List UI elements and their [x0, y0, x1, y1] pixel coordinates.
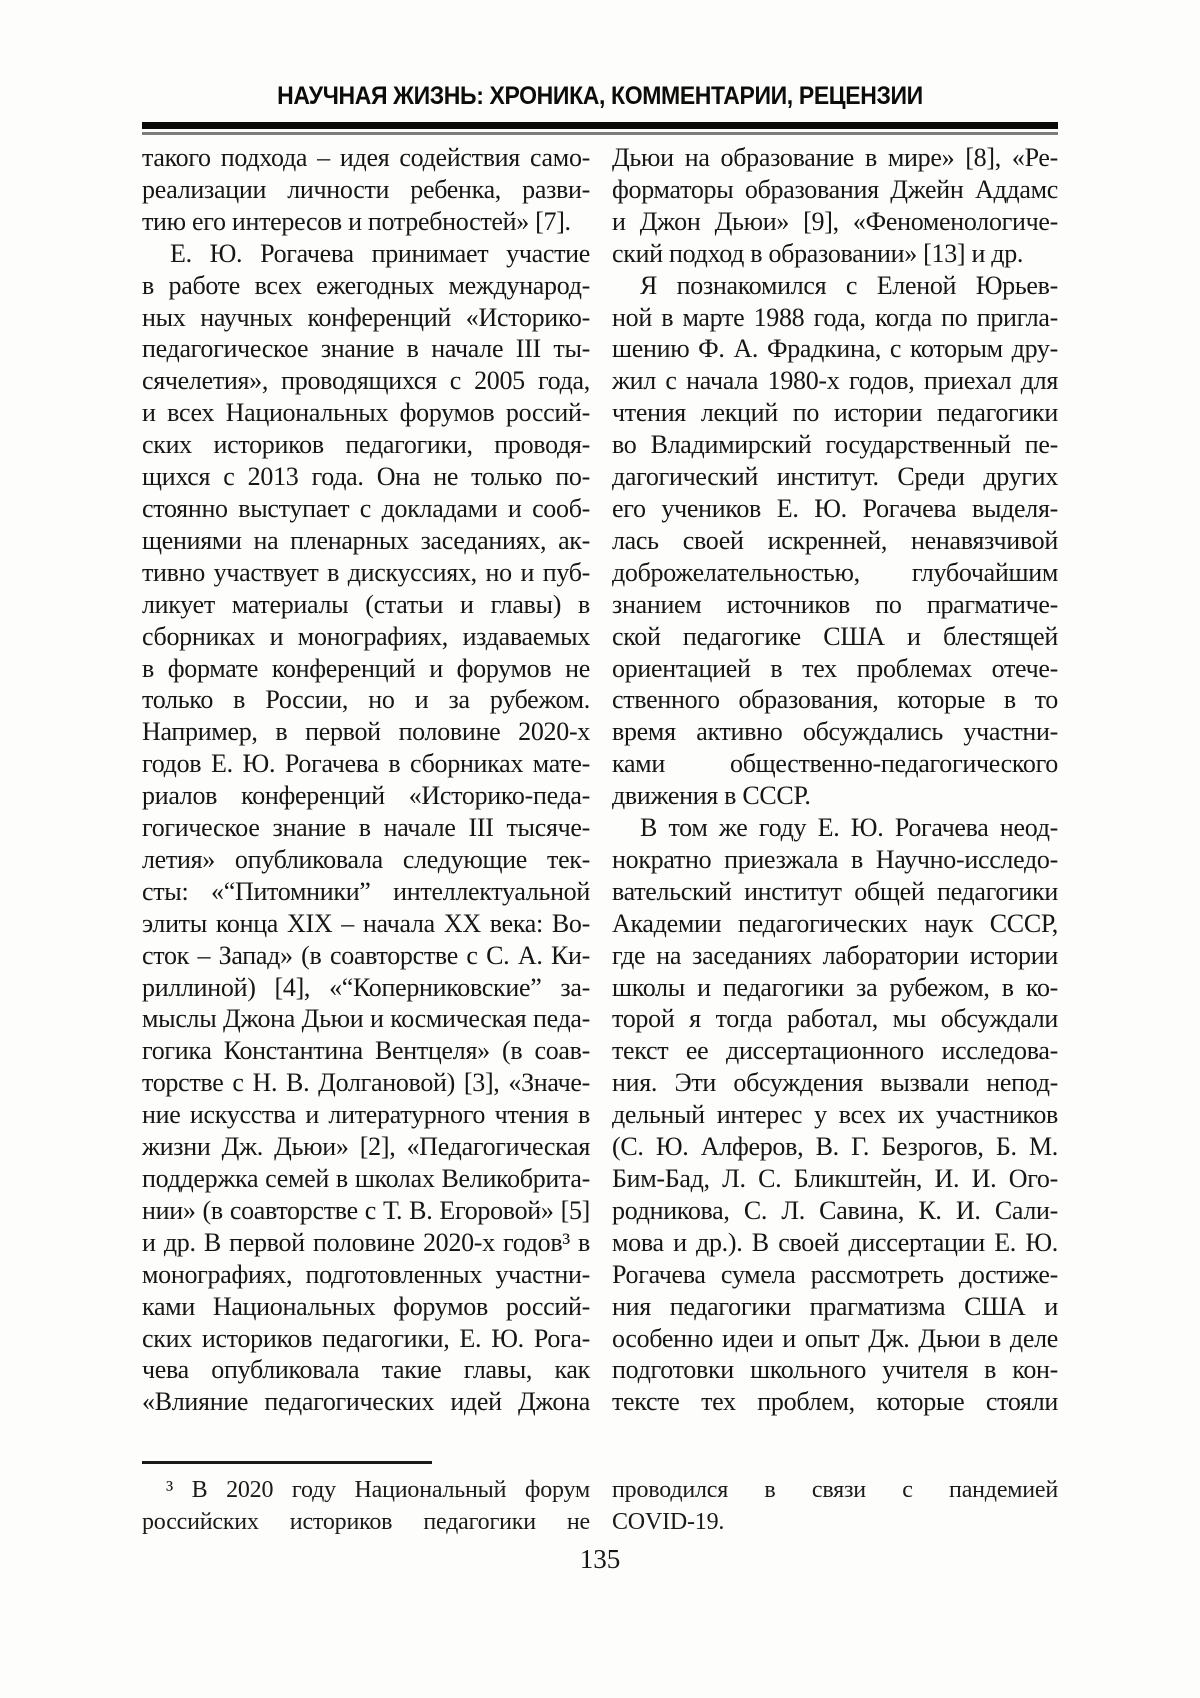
text-line: ских историков педагогики, Е. Ю. Рога- [142, 1323, 590, 1353]
footnote-column-right [612, 1474, 1058, 1538]
header-rule-thick [142, 122, 1058, 129]
text-line: и Джон Дьюи» [9], «Феноменологиче- [612, 206, 1058, 236]
text-line: проводился в связи с пандемией [612, 1477, 1058, 1503]
text-line: доброжелательностью, глубочайшим [612, 557, 1058, 587]
text-line: тивно участвует в дискуссиях, но и пуб- [142, 557, 590, 587]
text-line: движения в СССР. [612, 781, 811, 811]
text-line: элиты конца XIX – начала XX века: Во- [142, 908, 590, 938]
text-line: в работе всех ежегодных международ- [142, 270, 590, 300]
text-line: тексте тех проблем, которые стояли [612, 1387, 1058, 1417]
text-line: ликует материалы (статьи и главы) в [142, 589, 590, 619]
text-line: текст ее диссертационного исследова- [612, 1036, 1058, 1066]
text-line: летия» опубликовала следующие тек- [142, 844, 590, 874]
text-line: форматоры образования Джейн Аддамс [612, 174, 1058, 204]
text-line: ния. Эти обсуждения вызвали непод- [612, 1068, 1058, 1098]
text-line: торой я тогда работал, мы обсуждали [612, 1004, 1058, 1034]
text-line: сток – Запад» (в соавторстве с С. А. Ки- [142, 940, 590, 970]
text-line: ³ В 2020 году Национальный форум [166, 1477, 590, 1503]
text-line: монографиях, подготовленных участни- [142, 1259, 590, 1289]
text-line: годов Е. Ю. Рогачева в сборниках мате- [142, 749, 590, 779]
text-line: щихся с 2013 года. Она не только по- [142, 462, 590, 492]
text-line: щениями на пленарных заседаниях, ак- [142, 525, 590, 555]
text-line: Академии педагогических наук СССР, [612, 908, 1058, 938]
text-line: дельный интерес у всех их участников [612, 1100, 1058, 1130]
text-line: чева опубликовала такие главы, как [142, 1355, 590, 1385]
text-line: Бим-Бад, Л. С. Бликштейн, И. И. Ого- [612, 1164, 1058, 1193]
text-line: нократно приезжала в Научно-исследо- [612, 844, 1058, 874]
text-line: поддержка семей в школах Великобрита- [142, 1164, 590, 1193]
text-line: чтения лекций по истории педагогики [612, 398, 1058, 428]
text-line: жил с начала 1980-х годов, приехал для [612, 366, 1058, 396]
text-line: стоянно выступает с докладами и сооб- [142, 493, 590, 523]
article-column-left [142, 142, 590, 1418]
text-line: Например, в первой половине 2020-х [142, 717, 590, 747]
text-line: дагогический институт. Среди других [612, 462, 1058, 492]
text-line: гогика Константина Вентцеля» (в соав- [142, 1036, 590, 1066]
text-line: российских историков педагогики не [142, 1509, 590, 1535]
page-number: 135 [579, 1544, 621, 1574]
text-line: только в России, но и за рубежом. [142, 685, 590, 715]
article-column-right [612, 142, 1058, 1418]
text-line: (С. Ю. Алферов, В. Г. Безрогов, Б. М. [612, 1132, 1058, 1162]
text-line: ками общественно-педагогического [612, 749, 1058, 779]
text-line: ской педагогике США и блестящей [612, 621, 1058, 651]
text-line: риллиной) [4], «“Коперниковские” за- [142, 972, 590, 1002]
text-line: ние искусства и литературного чтения в [142, 1100, 590, 1130]
text-line: Рогачева сумела рассмотреть достиже- [612, 1259, 1058, 1289]
text-line: «Влияние педагогических идей Джона [142, 1387, 590, 1417]
text-line: подготовки школьного учителя в кон- [612, 1355, 1058, 1385]
text-line: жизни Дж. Дьюи» [2], «Педагогическая [142, 1132, 590, 1162]
text-line: В том же году Е. Ю. Рогачева неод- [640, 813, 1058, 843]
text-line: сты: «“Питомники” интеллектуальной [142, 876, 590, 906]
text-line: гогическое знание в начале III тысяче- [142, 813, 590, 843]
text-line: такого подхода – идея содействия само- [142, 143, 590, 172]
text-line: время активно обсуждались участни- [612, 717, 1058, 747]
text-line: вательский институт общей педагогики [612, 876, 1058, 906]
text-line: ский подход в образовании» [13] и др. [612, 238, 1024, 268]
text-line: его учеников Е. Ю. Рогачева выделя- [612, 493, 1058, 523]
text-line: школы и педагогики за рубежом, в ко- [612, 972, 1058, 1002]
text-line: сячелетия», проводящихся с 2005 года, [142, 366, 590, 396]
text-line: торстве с Н. В. Долгановой) [3], «Значе- [142, 1068, 590, 1098]
text-line: и всех Национальных форумов россий- [142, 398, 590, 428]
text-line: риалов конференций «Историко-педа- [142, 781, 590, 811]
text-line: ственного образования, которые в то [612, 685, 1058, 715]
text-line: родникова, С. Л. Савина, К. И. Сали- [612, 1195, 1058, 1225]
journal-section-header: НАУЧНАЯ ЖИЗНЬ: ХРОНИКА, КОММЕНТАРИИ, РЕЦЕНЗИИ [277, 82, 923, 110]
text-line: Дьюи на образование в мире» [8], «Ре- [612, 143, 1058, 172]
text-line: COVID-19. [612, 1509, 725, 1535]
text-line: тию его интересов и потребностей» [7]. [142, 206, 571, 236]
text-line: где на заседаниях лаборатории истории [612, 940, 1058, 970]
text-line: ских историков педагогики, проводя- [142, 430, 590, 460]
text-line: знанием источников по прагматиче- [612, 589, 1058, 619]
text-line: Я познакомился с Еленой Юрьев- [640, 270, 1058, 300]
text-line: ных научных конференций «Историко- [142, 302, 590, 332]
text-line: ориентацией в тех проблемах отече- [612, 653, 1058, 683]
footnote-column-left [142, 1474, 590, 1538]
text-line: ной в марте 1988 года, когда по пригла- [612, 302, 1058, 332]
text-line: сборниках и монографиях, издаваемых [142, 621, 590, 651]
text-line: шению Ф. А. Фрадкина, с которым дру- [612, 334, 1058, 364]
text-line: и др. В первой половине 2020-х годов³ в [142, 1227, 590, 1257]
footnote-rule [142, 1461, 432, 1464]
text-line: реализации личности ребенка, разви- [142, 174, 590, 204]
header-rule-thin [142, 132, 1058, 135]
text-line: мова и др.). В своей диссертации Е. Ю. [612, 1227, 1058, 1257]
text-line: особенно идеи и опыт Дж. Дьюи в деле [612, 1323, 1058, 1353]
text-line: нии» (в соавторстве с Т. В. Егоровой» [5] [142, 1195, 590, 1225]
text-line: ния педагогики прагматизма США и [612, 1291, 1058, 1321]
text-line: ками Национальных форумов россий- [142, 1291, 590, 1321]
text-line: мыслы Джона Дьюи и космическая педа- [142, 1004, 590, 1034]
text-line: в формате конференций и форумов не [142, 653, 590, 683]
text-line: лась своей искренней, ненавязчивой [612, 525, 1058, 555]
text-line: педагогическое знание в начале III ты- [142, 334, 590, 364]
text-line: во Владимирский государственный пе- [612, 430, 1058, 460]
text-line: Е. Ю. Рогачева принимает участие [170, 238, 590, 268]
